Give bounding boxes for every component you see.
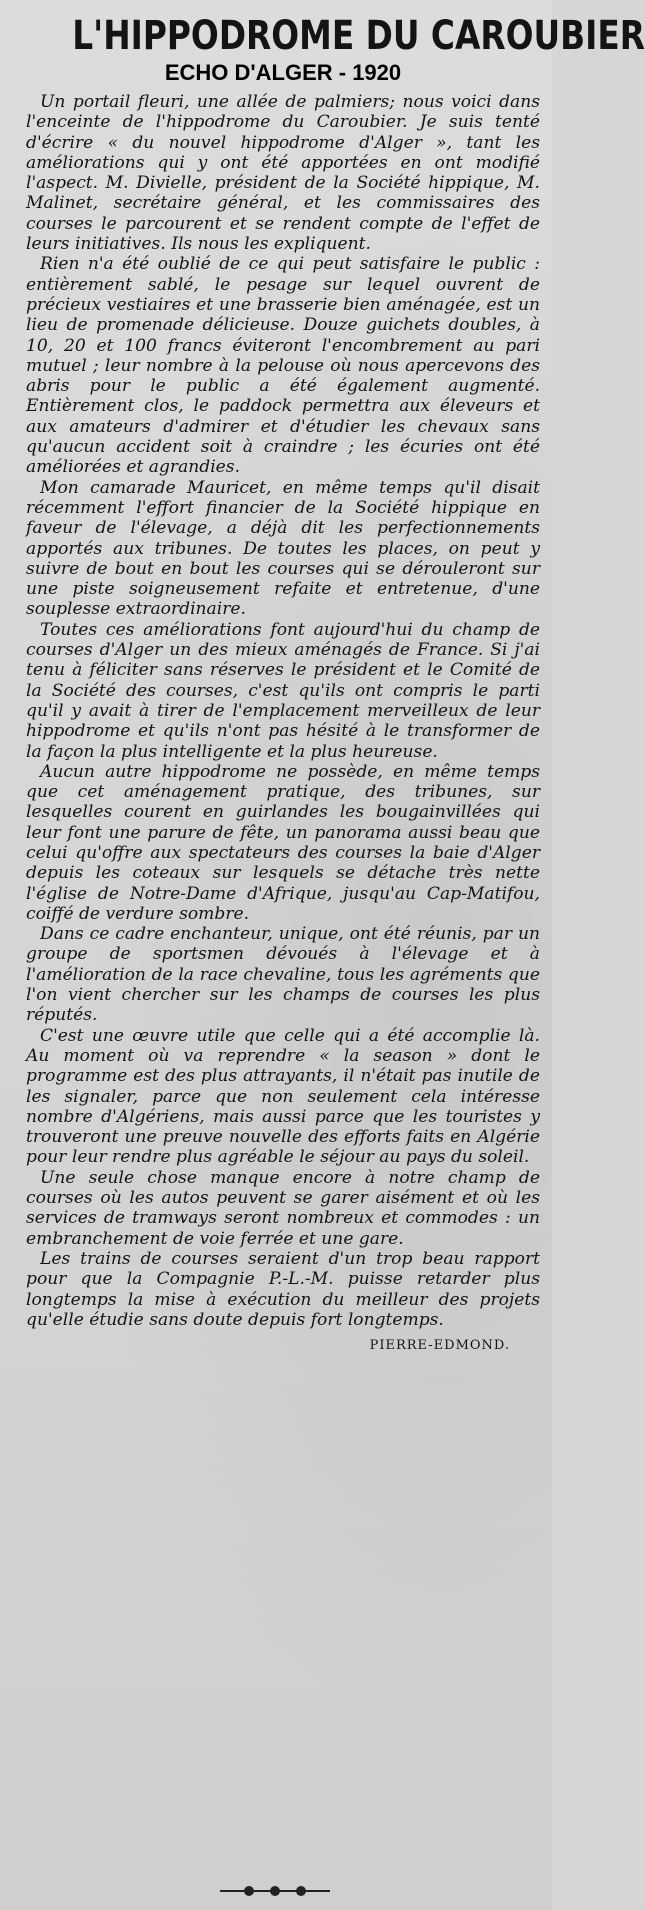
article-subtitle: ECHO D'ALGER - 1920 (164, 60, 402, 85)
paragraph-3: Mon camarade Mauricet, en même temps qu'il disait récemment l'effort financier de la Société hippique en faveur de l'élevage, a déjà dit les perfectionnements apportés aux tribunes. De toutes les places, on peut y suivre de bout en bout les courses qui se dérouleront sur une piste soigneusement refaite et entretenue, d'une souplesse extraordinaire. (26, 477, 540, 620)
paragraph-5: Aucun autre hippodrome ne possède, en même temps que cet aménagement pratique, des tribunes, sur lesquelles courent en guirlandes les bougainvillées qui leur font une parure de fête, un panorama aussi beau que celui qu'offre aux spectateurs des courses la baie d'Alger depuis les coteaux sur lesquels se détache très nette l'église de Notre-Dame d'Afrique, jusqu'au Cap-Matifou, coiffé de verdure sombre. (26, 761, 540, 924)
paragraph-6: Dans ce cadre enchanteur, unique, ont été réunis, par un groupe de sportsmen dévoués à l'élevage et à l'amélioration de la race chevaline, tous les agréments que l'on vient chercher sur les champs de courses les plus réputés. (26, 924, 540, 1026)
article-body (26, 92, 540, 1330)
paragraph-9: Les trains de courses seraient d'un trop beau rapport pour que la Compagnie P.-L.-M. puisse retarder plus longtemps la mise à exécution du meilleur des projets qu'elle étudie sans doute depuis fort longtemps. (26, 1248, 540, 1330)
paragraph-7: C'est une œuvre utile que celle qui a été accomplie là. Au moment où va reprendre « la season » dont le programme est des plus attrayants, il n'était pas inutile de les signaler, parce que non seulement cela intéresse nombre d'Algériens, mais aussi parce que les touristes y trouveront une preuve nouvelle des efforts faits en Algérie pour leur rendre plus agréable le séjour au pays du soleil. (26, 1025, 540, 1168)
end-rule-dot (270, 1886, 280, 1896)
end-rule-dot (244, 1886, 254, 1896)
end-rule-ornament (220, 1884, 330, 1898)
paragraph-8: Une seule chose manque encore à notre champ de courses où les autos peuvent se garer aisément et où les services de tramways seront nombreux et commodes : un embranchement de voie ferrée et une gare. (26, 1167, 540, 1249)
paragraph-2: Rien n'a été oublié de ce qui peut satisfaire le public : entièrement sablé, le pesage sur lequel ouvrent de précieux vestiaires et une brasserie bien aménagée, est un lieu de promenade délicieuse. Douze guichets doubles, à 10, 20 et 100 francs éviteront l'encombrement au pari mutuel ; leur nombre à la pelouse où nous apercevons des abris pour le public a été également augmenté. Entièrement clos, le paddock permettra aux éleveurs et aux amateurs d'admirer et d'étudier les chevaux sans qu'aucun accident soit à craindre ; les écuries ont été améliorées et agrandies. (26, 254, 540, 478)
end-rule-dot (296, 1886, 306, 1896)
article-title: L'HIPPODROME DU CAROUBIER (72, 13, 645, 59)
paragraph-1: Un portail fleuri, une allée de palmiers; nous voici dans l'enceinte de l'hippodrome du Caroubier. Je suis tenté d'écrire « du nouvel hippodrome d'Alger », tant les améliorations qui y ont été apportées en ont modifié l'aspect. M. Divielle, président de la Société hippique, M. Malinet, secrétaire général, et les commissaires des courses le parcourent et se rendent compte de l'effet de leurs initiatives. Ils nous les expliquent. (26, 92, 540, 255)
paragraph-4: Toutes ces améliorations font aujourd'hui du champ de courses d'Alger un des mieux aménagés de France. Si j'ai tenu à féliciter sans réserves le président et le Comité de la Société des courses, c'est qu'ils ont compris le parti qu'il y avait à tirer de l'emplacement merveilleux de leur hippodrome et qu'ils n'ont pas hésité à le transformer de la façon la plus intelligente et la plus heureuse. (26, 619, 540, 762)
author-signature: PIERRE-EDMOND. (369, 1338, 510, 1354)
